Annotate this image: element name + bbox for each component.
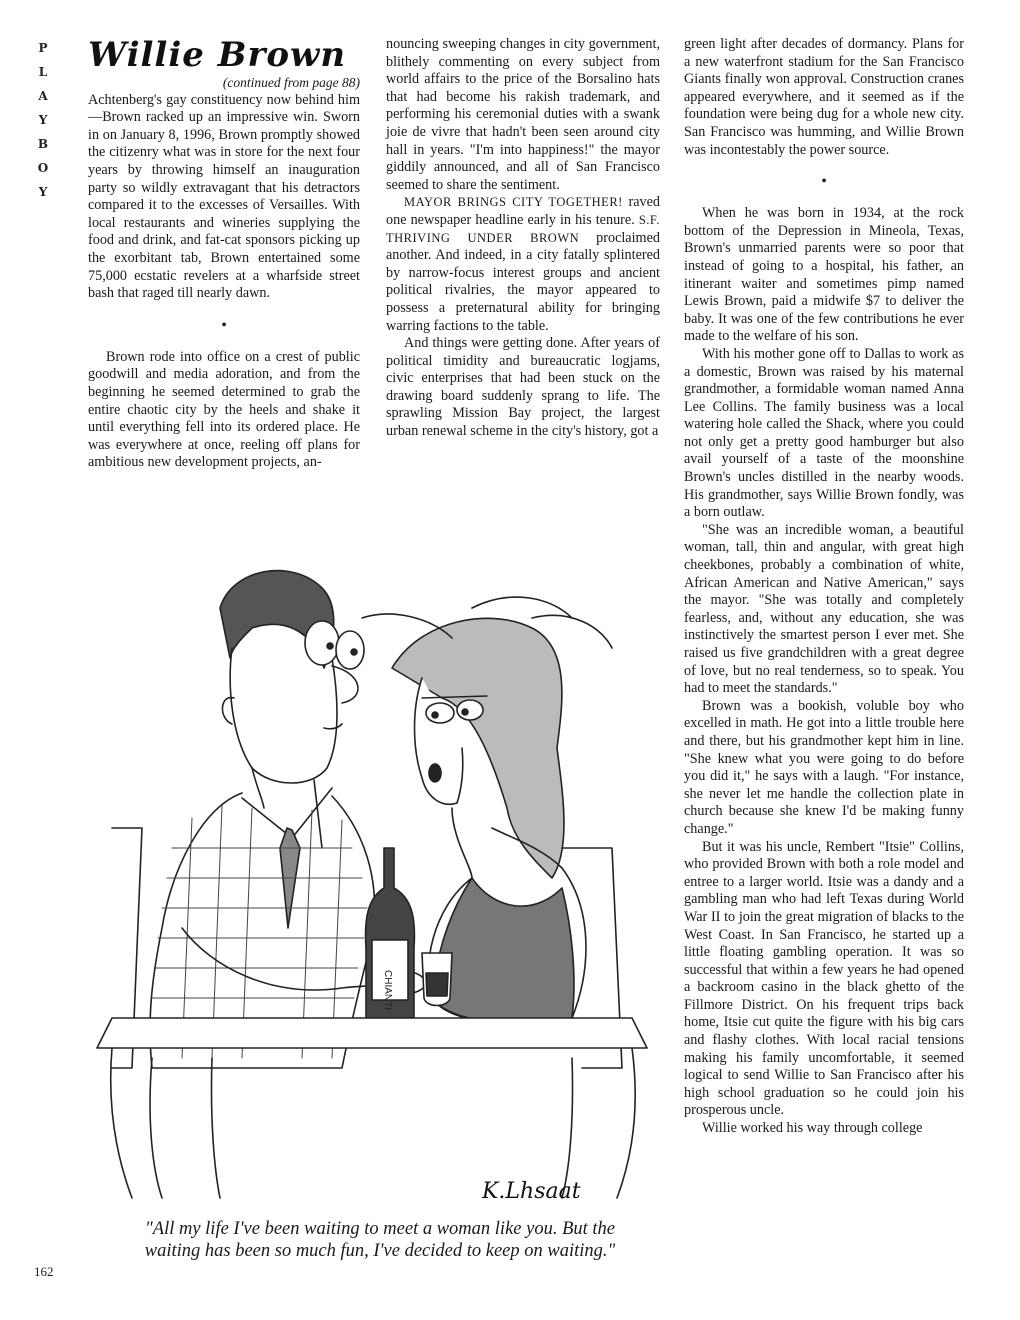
cartoon-illustration — [92, 548, 662, 1213]
article-paragraph: But it was his uncle, Rembert "Itsie" Collins, who provided Brown with both a role model and entree to a larger world. Itsie was a dandy and a gambling man who had left Texas during World War II to join the great migration of blacks to the West Coast. In San Francisco, he started up a little floating gambling operation. It was so successful that within a few years he had opened a backroom casino in the black ghetto of the Fillmore District. On his frequent trips back home, Itsie cut quite the figure with his big cars and flashy clothes. With local racial tensions making his family uncomfortable, it seemed logical to send Willie to San Francisco after his high school graduation so he could join his prosperous uncle. — [684, 838, 964, 1119]
woman-dress — [432, 878, 574, 1023]
sidebar-letter: P — [38, 41, 48, 55]
section-separator: • — [221, 316, 227, 334]
sidebar-letter: B — [37, 137, 49, 151]
article-paragraph: nouncing sweeping changes in city government, blithely commenting on every subject from world affairs to the price of the Borsalino hats that had become his rakish trademark, and performing his ceremonial duties with a swank joie de vivre that hadn't been seen around city hall in years. "I'm into happiness!" the mayor giddily announced, and all of San Francisco seemed to share the sentiment. — [386, 36, 660, 193]
table-top — [97, 1018, 647, 1048]
article-column-1 — [88, 36, 360, 472]
article-column-3 — [684, 36, 964, 1138]
artist-signature: K.Lhsaat — [482, 1179, 581, 1204]
tablecloth — [111, 1048, 635, 1198]
article-paragraph: Brown rode into office on a crest of public goodwill and media adoration, and from the beginning he seemed determined to grab the entire chaotic city by the heels and shake it until everything fell into its ordered place. He was everywhere at once, reeling off plans for ambitious new development projects, an- — [88, 348, 360, 471]
article-paragraph: And things were getting done. After years of political timidity and bureaucratic logjams, civic enterprises that had been stuck on the drawing board suddenly sprang to life. The sprawling Mission Bay project, the largest urban renewal scheme in the city's history, got a — [386, 335, 660, 440]
article-paragraph — [386, 194, 660, 335]
article-paragraph: "She was an incredible woman, a beautiful woman, tall, thin and angular, with great high cheekbones, probably a combination of white, African American and Native American," says the mayor. "She was totally and completely fearless, and, without any education, she was instinctively the smartest person I ever met. She raised us five grandchildren with a great degree of love, but no real tenderness, so to speak. You had to meet the standards." — [684, 521, 964, 697]
sidebar-letter: O — [37, 161, 49, 175]
continued-note: (continued from page 88) — [222, 75, 360, 90]
article-paragraph: With his mother gone off to Dallas to work as a domestic, Brown was raised by his maternal grandmother, a formidable woman named Anna Lee Collins. The family business was a local watering hole called the Shack, where you could not only get a pretty good hamburger but also avail yourself of a taste of the moonshine Brown's uncles distilled in the nearby woods. His grandmother, says Willie Brown fondly, was a born outlaw. — [684, 345, 964, 521]
woman-eye — [457, 700, 483, 720]
sidebar-letter: Y — [38, 113, 48, 127]
article-paragraph: green light after decades of dormancy. Plans for a new waterfront stadium for the San Francisco Giants finally won approval. Construction cranes appeared everywhere, and it seemed as if the foundation were being dug for a whole new city. San Francisco was humming, and Willie Brown was incontestably the power source. — [684, 36, 964, 158]
sidebar-letter: Y — [38, 185, 48, 199]
article-paragraph: Achtenberg's gay constituency now behind him—Brown racked up an impressive win. Sworn in on January 8, 1996, Brown promptly showed the citizenry what was in store for the next four years by throwing himself an inauguration party so wildly extravagant that his detractors compared it to the excesses of Versailles. With local restaurants and wineries supplying the food and drink, and fat-cat sponsors picking up the exorbitant tab, Brown entertained some 75,000 ecstatic revelers at a wharfside street bash that raged till nearly dawn. — [88, 91, 360, 302]
man-eye — [336, 631, 364, 669]
magazine-sidebar-label — [34, 36, 52, 204]
woman-eye — [426, 703, 454, 723]
paragraph-text: proclaimed another. And indeed, in a city fatally splintered by narrow-focus interest groups and ancient political rivalries, the mayor appeared to possess a preternatural ability for bringing warring factions to the table. — [386, 229, 660, 334]
article-paragraph: Brown was a bookish, voluble boy who excelled in math. He got into a little trouble here and there, but his grandmother kept him in line. "She knew what you were going to do before you did it," he says with a laugh. "For instance, she never let me handle the collection plate in church because she knew I'd be making funny change." — [684, 697, 964, 837]
man-head — [230, 648, 337, 783]
article-paragraph: Willie worked his way through college — [702, 1120, 923, 1137]
section-separator: • — [821, 173, 827, 191]
paragraph-text: raved one newspaper headline early in his tenure. — [386, 194, 660, 228]
sidebar-letter: A — [38, 89, 48, 103]
bottle-label-text: CHIANTI — [382, 970, 393, 1010]
sidebar-letter: L — [38, 65, 48, 79]
page-number: 162 — [34, 1264, 54, 1279]
cartoon-caption: "All my life I've been waiting to meet a woman like you. But the waiting has been so much fun, I've decided to keep on waiting." — [144, 1219, 616, 1261]
article-paragraph: When he was born in 1934, at the rock bottom of the Depression in Mineola, Texas, Brown's unmarried parents were so poor that instead of going to a hospital, his father, an itinerant waiter and sometimes pimp named Lewis Brown, paid a midwife $7 to deliver the baby. It was one of the few contributions he ever made to the welfare of his son. — [684, 205, 964, 345]
man-eye — [305, 621, 339, 665]
article-column-2 — [386, 36, 660, 441]
woman-mouth — [429, 764, 441, 782]
newspaper-headline: S.F. THRIVING UNDER BROWN — [386, 212, 660, 245]
newspaper-headline: MAYOR BRINGS CITY TOGETHER! — [404, 195, 623, 210]
article-title: Willie Brown — [88, 35, 347, 75]
